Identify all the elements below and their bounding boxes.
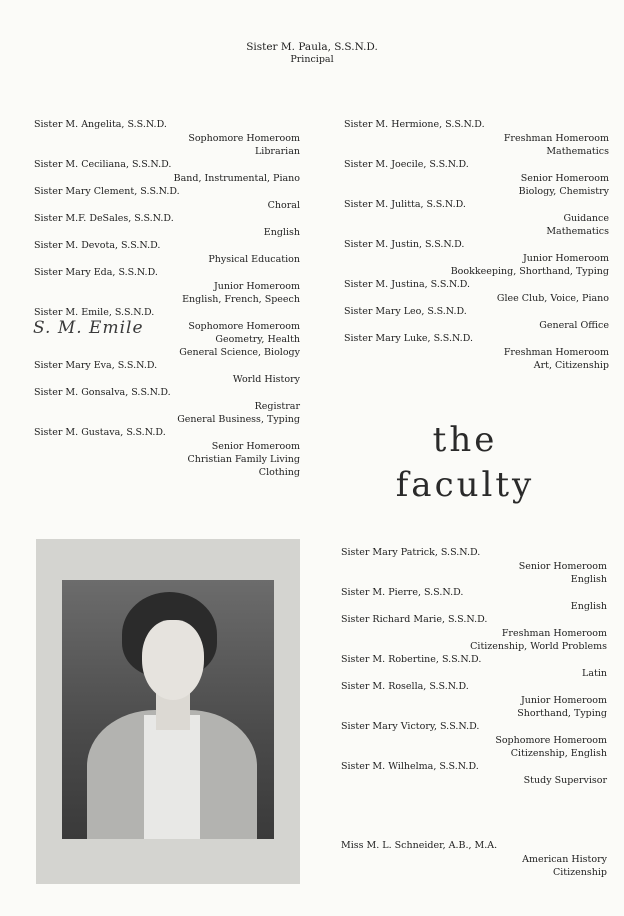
faculty-list-left xyxy=(34,118,300,479)
heading-the: the xyxy=(432,420,498,460)
faculty-name: Sister M. Rosella, S.S.N.D. xyxy=(341,681,469,692)
faculty-name: Sister M. Ceciliana, S.S.N.D. xyxy=(34,159,172,170)
faculty-name: Sister M. Justin, S.S.N.D. xyxy=(344,239,465,250)
faculty-role: Sophomore Homeroom xyxy=(188,133,300,144)
faculty-entry xyxy=(344,238,609,278)
faculty-role: Shorthand, Typing xyxy=(517,708,607,719)
faculty-name: Sister Mary Eda, S.S.N.D. xyxy=(34,267,158,278)
faculty-role: Junior Homeroom xyxy=(521,695,607,706)
faculty-name: Sister Mary Eva, S.S.N.D. xyxy=(34,360,158,371)
faculty-role: English, French, Speech xyxy=(182,294,300,305)
faculty-name: Miss M. L. Schneider, A.B., M.A. xyxy=(341,840,498,851)
faculty-role: Art, Citizenship xyxy=(533,360,609,371)
faculty-role: Biology, Chemistry xyxy=(518,186,609,197)
faculty-role: General Business, Typing xyxy=(177,414,300,425)
faculty-role: Citizenship, English xyxy=(510,748,607,759)
faculty-entry xyxy=(341,760,607,787)
faculty-list-right-lower xyxy=(341,546,607,787)
faculty-role: Junior Homeroom xyxy=(523,253,609,264)
faculty-name: Sister Mary Leo, S.S.N.D. xyxy=(344,306,467,317)
heading-faculty: faculty xyxy=(395,465,535,505)
faculty-role: Freshman Homeroom xyxy=(501,628,607,639)
faculty-role: Freshman Homeroom xyxy=(503,133,609,144)
faculty-name: Sister Mary Clement, S.S.N.D. xyxy=(34,186,180,197)
faculty-entry xyxy=(34,158,300,185)
faculty-role: Senior Homeroom xyxy=(211,441,300,452)
faculty-role: Band, Instrumental, Piano xyxy=(173,173,300,184)
faculty-name: Sister M. Gustava, S.S.N.D. xyxy=(34,427,166,438)
faculty-role: Geometry, Health xyxy=(215,334,300,345)
faculty-role: Freshman Homeroom xyxy=(503,347,609,358)
faculty-name: Sister M. Pierre, S.S.N.D. xyxy=(341,587,464,598)
faculty-list-lay xyxy=(341,839,607,879)
faculty-role: Librarian xyxy=(255,146,300,157)
faculty-name: Sister M. Gonsalva, S.S.N.D. xyxy=(34,387,171,398)
faculty-role: Study Supervisor xyxy=(523,775,607,786)
faculty-entry xyxy=(344,305,609,332)
faculty-entry xyxy=(344,332,609,372)
faculty-role: Senior Homeroom xyxy=(520,173,609,184)
principal-name: Sister M. Paula, S.S.N.D. xyxy=(246,41,378,53)
faculty-role: Bookkeeping, Shorthand, Typing xyxy=(450,266,609,277)
faculty-role: Sophomore Homeroom xyxy=(495,735,607,746)
faculty-name: Sister M. Devota, S.S.N.D. xyxy=(34,240,161,251)
faculty-entry xyxy=(341,720,607,760)
faculty-role: English xyxy=(570,574,607,585)
faculty-name: Sister Mary Luke, S.S.N.D. xyxy=(344,333,473,344)
faculty-entry xyxy=(341,586,607,613)
faculty-name: Sister M. Angelita, S.S.N.D. xyxy=(34,119,167,130)
faculty-role: English xyxy=(570,601,607,612)
faculty-role: Mathematics xyxy=(546,226,609,237)
handwritten-signature: S. M. Emile xyxy=(33,318,144,338)
faculty-entry xyxy=(34,386,300,426)
faculty-entry xyxy=(344,278,609,305)
faculty-entry xyxy=(344,118,609,158)
faculty-entry xyxy=(341,839,607,879)
faculty-role: Choral xyxy=(267,200,300,211)
faculty-photo-frame xyxy=(36,539,300,884)
faculty-name: Sister M. Hermione, S.S.N.D. xyxy=(344,119,485,130)
faculty-entry xyxy=(34,426,300,479)
faculty-entry xyxy=(341,653,607,680)
faculty-role: Senior Homeroom xyxy=(518,561,607,572)
faculty-entry xyxy=(344,198,609,238)
faculty-name: Sister M. Wilhelma, S.S.N.D. xyxy=(341,761,479,772)
faculty-entry xyxy=(34,359,300,386)
faculty-role: Sophomore Homeroom xyxy=(188,321,300,332)
faculty-entry xyxy=(34,185,300,212)
faculty-name: Sister Mary Patrick, S.S.N.D. xyxy=(341,547,481,558)
faculty-role: General Office xyxy=(539,320,609,331)
faculty-role: Clothing xyxy=(258,467,300,478)
faculty-name: Sister M.F. DeSales, S.S.N.D. xyxy=(34,213,174,224)
faculty-role: Guidance xyxy=(563,213,609,224)
faculty-role: English xyxy=(263,227,300,238)
faculty-entry xyxy=(34,118,300,158)
faculty-entry xyxy=(344,158,609,198)
faculty-role: Christian Family Living xyxy=(187,454,300,465)
faculty-role: American History xyxy=(522,854,607,865)
principal-title: Principal xyxy=(290,54,334,65)
portrait-photo xyxy=(62,580,274,839)
faculty-role: General Science, Biology xyxy=(179,347,300,358)
faculty-role: Citizenship xyxy=(552,867,607,878)
faculty-name: Sister M. Justina, S.S.N.D. xyxy=(344,279,471,290)
faculty-name: Sister Richard Marie, S.S.N.D. xyxy=(341,614,488,625)
faculty-entry xyxy=(341,613,607,653)
faculty-name: Sister Mary Victory, S.S.N.D. xyxy=(341,721,480,732)
faculty-entry xyxy=(341,546,607,586)
faculty-role: Junior Homeroom xyxy=(214,281,300,292)
faculty-entry xyxy=(34,266,300,306)
faculty-list-right xyxy=(344,118,609,372)
faculty-entry xyxy=(34,239,300,266)
faculty-name: Sister M. Joecile, S.S.N.D. xyxy=(344,159,469,170)
faculty-role: Physical Education xyxy=(208,254,300,265)
faculty-name: Sister M. Robertine, S.S.N.D. xyxy=(341,654,482,665)
faculty-role: Glee Club, Voice, Piano xyxy=(496,293,609,304)
faculty-role: Latin xyxy=(582,668,607,679)
faculty-name: Sister M. Emile, S.S.N.D. xyxy=(34,307,155,318)
faculty-entry xyxy=(34,212,300,239)
faculty-role: Mathematics xyxy=(546,146,609,157)
faculty-name: Sister M. Julitta, S.S.N.D. xyxy=(344,199,466,210)
faculty-role: Registrar xyxy=(254,401,300,412)
faculty-entry xyxy=(341,680,607,720)
faculty-role: World History xyxy=(232,374,300,385)
faculty-role: Citizenship, World Problems xyxy=(470,641,607,652)
